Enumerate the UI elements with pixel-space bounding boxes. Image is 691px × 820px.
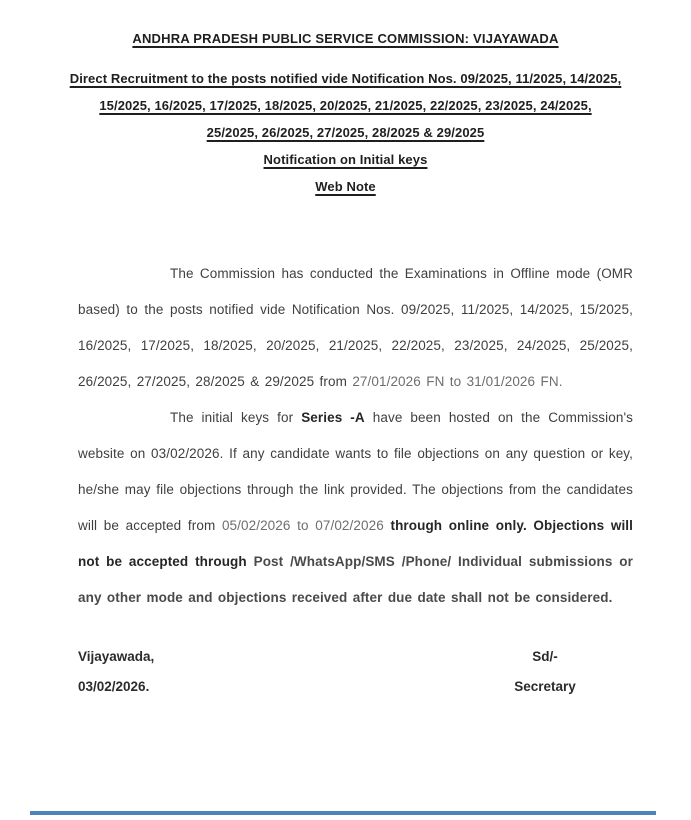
document-footer xyxy=(0,642,691,702)
para2-online-only-text: through online only. Objections will not be accepted through xyxy=(78,518,633,569)
signature-block xyxy=(505,642,585,702)
footer-divider xyxy=(30,811,656,815)
subtitle-line-3-text: 25/2025, 26/2025, 27/2025, 28/2025 & 29/2025 xyxy=(206,125,485,140)
document-body xyxy=(78,256,633,616)
para2-middle-text: have been hosted on the Commission's website on 03/02/2026. If any candidate wants to file objections on any question or key, he/she may file objections through the link provided. The objections from the candidates will be accepted from xyxy=(78,410,633,533)
paragraph-initial-keys xyxy=(78,400,633,616)
web-note-heading-text: Web Note xyxy=(315,179,376,194)
subtitle-line-2 xyxy=(0,92,691,119)
para1-exam-dates: 27/01/2026 FN to 31/01/2026 FN. xyxy=(352,374,563,389)
page-title xyxy=(0,0,691,47)
footer-date: 03/02/2026. xyxy=(78,679,150,694)
para2-objection-dates: 05/02/2026 to 07/02/2026 xyxy=(221,518,384,533)
para2-modes-text: Post /WhatsApp/SMS /Phone/ Individual submissions or any other mode and objections received after due date shall not be considered. xyxy=(78,554,633,605)
notification-heading xyxy=(0,146,691,173)
subtitle-line-1 xyxy=(0,65,691,92)
para2-intro-text: The initial keys for xyxy=(170,410,302,425)
notification-heading-text: Notification on Initial keys xyxy=(263,152,428,167)
signature-sd: Sd/- xyxy=(532,649,558,664)
page-title-text: ANDHRA PRADESH PUBLIC SERVICE COMMISSION: VIJAYAWADA xyxy=(132,31,559,46)
signature-designation: Secretary xyxy=(514,679,576,694)
para2-series-label: Series -A xyxy=(301,410,365,425)
subtitle-line-2-text: 15/2025, 16/2025, 17/2025, 18/2025, 20/2025, 21/2025, 22/2025, 23/2025, 24/2025, xyxy=(99,98,592,113)
paragraph-exams-conducted xyxy=(78,256,633,400)
document-subtitle xyxy=(0,65,691,200)
footer-place: Vijayawada, xyxy=(78,649,155,664)
document-header xyxy=(0,0,691,200)
web-note-heading xyxy=(0,173,691,200)
para1-text: The Commission has conducted the Examinations in Offline mode (OMR based) to the posts notified vide Notification Nos. 09/2025, 11/2025, 14/2025, 15/2025, 16/2025, 17/2025, 18/2025, 20/2025, 21/2025, 22/2025, 23/2025, 24/2025, 25/2025, 26/2025, 27/2025, 28/2025 & 29/2025 from xyxy=(78,266,633,389)
subtitle-line-1-text: Direct Recruitment to the posts notified vide Notification Nos. 09/2025, 11/2025, 14/2025, xyxy=(69,71,622,86)
subtitle-line-3 xyxy=(0,119,691,146)
